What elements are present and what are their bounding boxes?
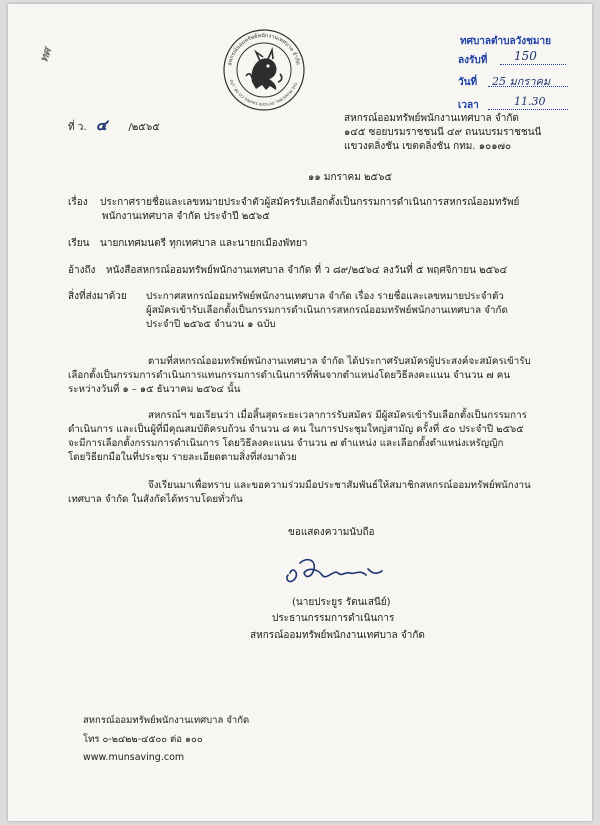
sender-line: สหกรณ์ออมทรัพย์พนักงานเทศบาล จำกัด [344, 113, 519, 124]
closing-phrase: ขอแสดงความนับถือ [288, 527, 375, 538]
signer-title: ประธานกรรมการดำเนินการ [272, 613, 395, 624]
paragraph-candidates [68, 409, 527, 465]
enclosure-line: ประกาศสหกรณ์ออมทรัพย์พนักงานเทศบาล จำกัด เรื่อง รายชื่อและเลขหมายประจำตัว [146, 291, 504, 302]
reference-year: /๒๕๖๕ [128, 122, 160, 133]
subject-label: เรื่อง [68, 197, 88, 208]
signer-name: (นายประยูร รัตนเสนีย์) [292, 597, 391, 608]
sender-line: ๑๔๕ ซอยบรมราชชนนี ๔๙ ถนนบรมราชชนนี [344, 127, 542, 138]
signer-organization: สหกรณ์ออมทรัพย์พนักงานเทศบาล จำกัด [250, 630, 425, 641]
stamp-time-value: 11.30 [514, 95, 546, 108]
sender-address [344, 112, 541, 154]
reference-text: หนังสือสหกรณ์ออมทรัพย์พนักงานเทศบาล จำกัด ที่ ว ๘๙/๒๕๖๔ ลงวันที่ ๕ พฤศจิกายน ๒๕๖๔ [106, 265, 508, 276]
subject-line: ประกาศรายชื่อและเลขหมายประจำตัวผู้สมัครรับเลือกตั้งเป็นกรรมการดำเนินการสหกรณ์ออมทรัพย์ [100, 197, 520, 208]
stamp-received-label: ลงรับที่ [458, 55, 488, 66]
reference-label: อ้างถึง [68, 265, 96, 276]
logo-ring-text-en: THE MUNICIPAL OFFICER SAVING CO-OP., LTD. [229, 77, 298, 107]
subject-line: พนักงานเทศบาล จำกัด ประจำปี ๒๕๖๕ [102, 211, 270, 222]
paragraph-closing [68, 479, 531, 507]
signature [288, 557, 345, 589]
reference-number [68, 118, 160, 135]
paragraph-line: จะมีการเลือกตั้งกรรมการดำเนินการ โดยวิธีลงคะแนน จำนวน ๗ ตำแหน่ง และเลือกตั้งตำแหน่งเหรัญญิก [68, 438, 504, 449]
paragraph-line: โดยวิธียกมือในที่ประชุม รายละเอียดตามสิ่งที่ส่งมาด้วย [68, 452, 297, 463]
reference-handwritten: ๔ [95, 116, 108, 134]
stamp-received-number: 150 [514, 49, 537, 63]
letter-date: ๑๑ มกราคม ๒๕๖๕ [308, 172, 393, 183]
footer-org: สหกรณ์ออมทรัพย์พนักงานเทศบาล จำกัด [83, 715, 250, 726]
margin-note: ทศ [37, 46, 55, 65]
sender-line: แขวงตลิ่งชัน เขตตลิ่งชัน กทม. ๑๐๑๗๐ [344, 141, 512, 152]
stamp-date-label: วันที่ [458, 77, 478, 88]
paragraph-line: สหกรณ์ฯ ขอเรียนว่า เมื่อสิ้นสุดระยะเวลาการรับสมัคร มีผู้สมัครเข้ารับเลือกตั้งเป็นกรรมการ [148, 410, 527, 421]
footer-phone: โทร ๐-๒๔๒๒-๔๕๐๐ ต่อ ๑๐๐ [83, 734, 203, 745]
logo-ring-text: สหกรณ์ออมทรัพย์พนักงานเทศบาล จำกัด [227, 32, 301, 67]
footer-website[interactable]: www.munsaving.com [83, 752, 185, 763]
subject-text [100, 196, 519, 224]
salutation-text: นายกเทศมนตรี ทุกเทศบาล และนายกเมืองพัทยา [100, 238, 308, 249]
enclosure-label: สิ่งที่ส่งมาด้วย [68, 291, 127, 302]
receipt-stamp [454, 34, 578, 120]
letter-footer [83, 714, 249, 764]
stamp-header: ทศบาลตำบลวังชมาย [460, 36, 551, 47]
paragraph-line: เลือกตั้งเป็นกรรมการดำเนินการแทนกรรมการดำเนินการที่พ้นจากตำแหน่งโดยวิธีลงคะแนน จำนวน ๗ คน [68, 370, 511, 381]
paragraph-announcement [68, 355, 531, 397]
letter-page [8, 4, 592, 821]
paragraph-line: จึงเรียนมาเพื่อทราบ และขอความร่วมมือประชาสัมพันธ์ให้สมาชิกสหกรณ์ออมทรัพย์พนักงาน [148, 480, 531, 491]
paragraph-line: ดำเนินการ และเป็นผู้ที่มีคุณสมบัติครบถ้วน จำนวน ๘ คน ในการประชุมใหญ่สามัญ ครั้งที่ ๕๐ ประจำปี ๒๕๖๕ [68, 424, 524, 435]
paragraph-line: ระหว่างวันที่ ๑ – ๑๕ ธันวาคม ๒๕๖๔ นั้น [68, 384, 241, 395]
salutation-label: เรียน [68, 238, 90, 249]
enclosure-line: ผู้สมัครเข้ารับเลือกตั้งเป็นกรรมการดำเนินการสหกรณ์ออมทรัพย์พนักงานเทศบาล จำกัด [146, 305, 508, 316]
stamp-time-label: เวลา [458, 100, 479, 111]
cooperative-logo [222, 28, 306, 116]
enclosure-text [146, 290, 508, 332]
reference-prefix: ที่ ว. [68, 122, 87, 133]
enclosure-line: ประจำปี ๒๕๖๕ จำนวน ๑ ฉบับ [146, 319, 276, 330]
paragraph-line: ตามที่สหกรณ์ออมทรัพย์พนักงานเทศบาล จำกัด ได้ประกาศรับสมัครผู้ประสงค์จะสมัครเข้ารับ [148, 356, 531, 367]
stamp-date-value: 25 มกราคม [492, 75, 551, 88]
paragraph-line: เทศบาล จำกัด ในสังกัดได้ทราบโดยทั่วกัน [68, 494, 243, 505]
